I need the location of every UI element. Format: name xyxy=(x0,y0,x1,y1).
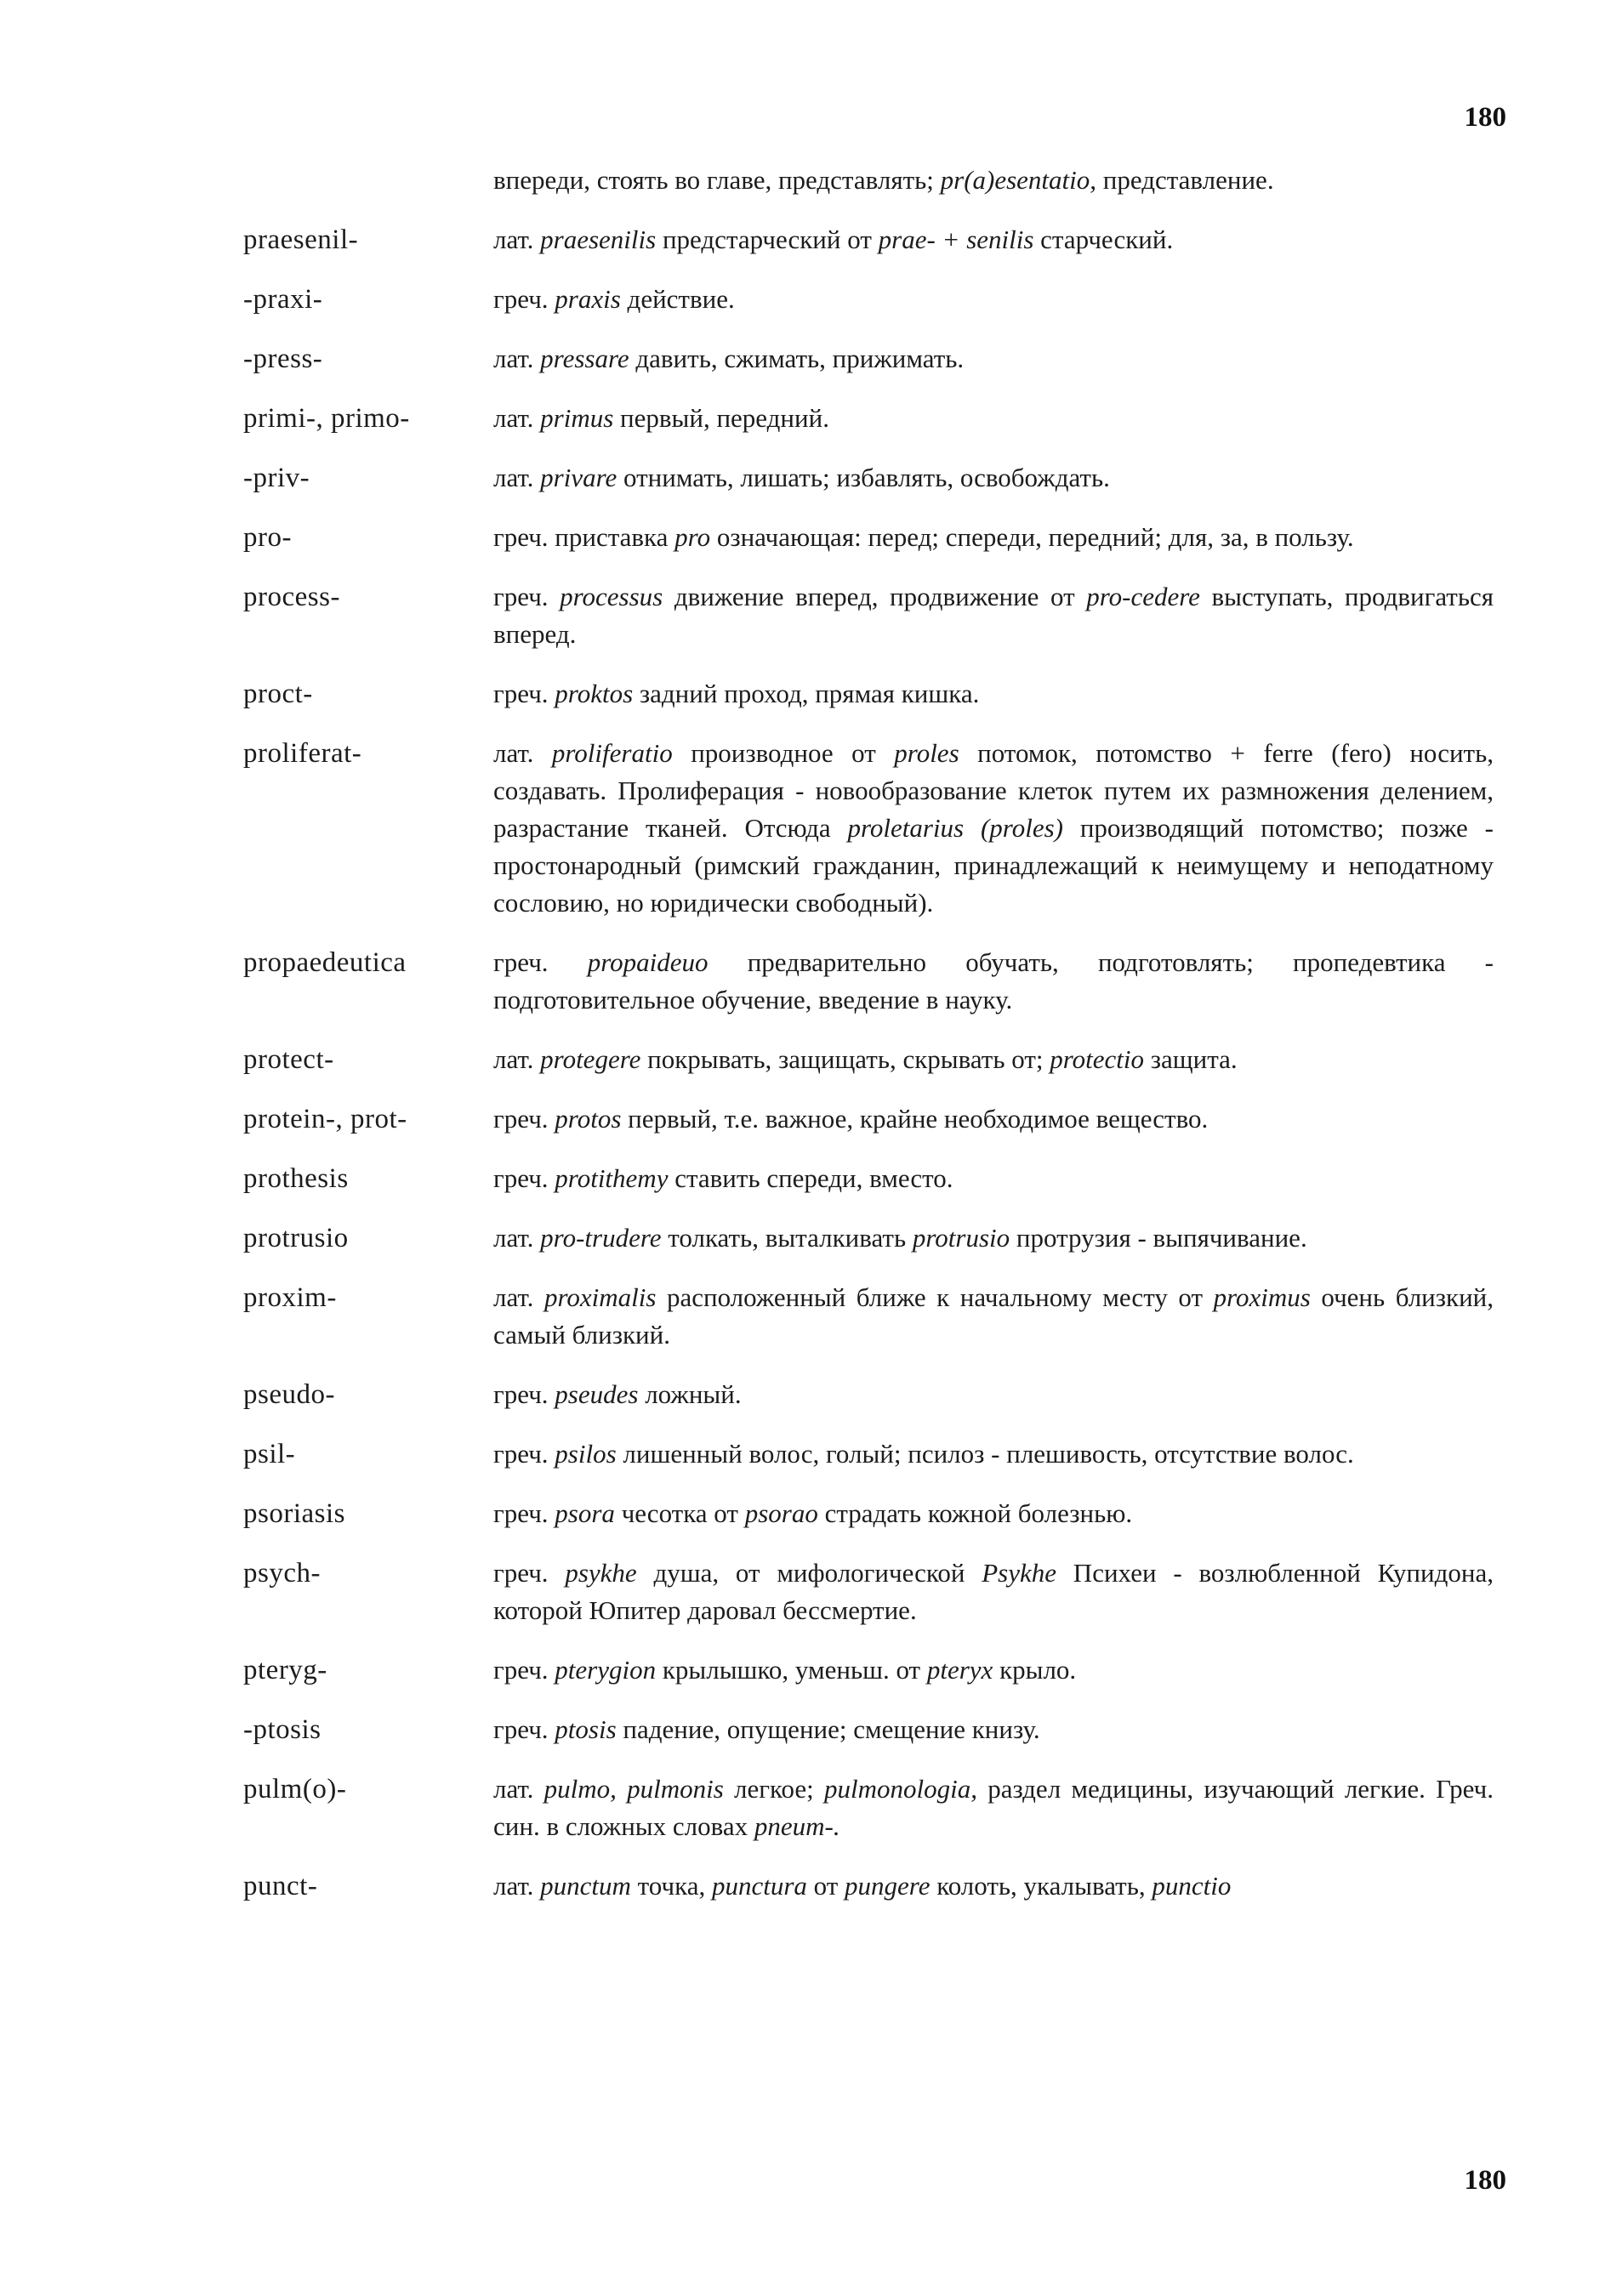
definition-italic-term: pseudes xyxy=(555,1379,639,1409)
definition-italic-term: proliferatio xyxy=(551,738,673,768)
entry-term: proliferat- xyxy=(243,738,362,769)
dictionary-entry xyxy=(243,1651,1494,1689)
definition-italic-term: punctum xyxy=(540,1871,631,1901)
definition-text: действие. xyxy=(620,284,735,314)
definition-italic-term: pressare xyxy=(540,344,629,373)
definition-text: греч. xyxy=(493,582,561,611)
entry-term: proct- xyxy=(243,679,313,709)
definition-italic-term: pulmonologia, xyxy=(823,1774,977,1804)
definition-text: покрывать, защищать, скрывать от; xyxy=(640,1044,1050,1074)
dictionary-entry xyxy=(243,1160,1494,1197)
definition-text: раздел медицины, изучающий легкие. Греч. син. в сложных словах xyxy=(493,1774,1494,1841)
definition-text: выступать, продвигаться вперед. xyxy=(493,582,1494,649)
definition-text: колоть, укалывать, xyxy=(930,1871,1152,1901)
definition-text: задний проход, прямая кишка. xyxy=(633,679,980,708)
definition-italic-term: pro-trudere xyxy=(540,1223,662,1253)
dictionary-entry xyxy=(243,1100,1494,1138)
definition-text: лат. xyxy=(493,1044,541,1074)
definition-text: впереди, стоять во главе, представлять; xyxy=(493,165,941,195)
entry-term: protect- xyxy=(243,1044,334,1075)
dictionary-entry xyxy=(243,944,1494,1019)
entry-term: primi-, primo- xyxy=(243,403,410,434)
entry-term: pro- xyxy=(243,522,292,553)
definition-text: расположенный ближе к начальному месту от xyxy=(656,1282,1214,1312)
definition-text: протрузия - выпячивание. xyxy=(1010,1223,1307,1253)
definition-text: греч. xyxy=(493,284,555,314)
dictionary-entry xyxy=(243,1711,1494,1748)
entry-definition xyxy=(493,1651,1494,1689)
definition-text: от xyxy=(806,1871,845,1901)
definition-text: греч. xyxy=(493,947,588,977)
dictionary-entry xyxy=(243,1770,1494,1845)
dictionary-entry xyxy=(243,1554,1494,1629)
definition-text: защита. xyxy=(1144,1044,1238,1074)
definition-text: чесотка от xyxy=(614,1498,745,1528)
definition-italic-term: privare xyxy=(540,463,617,492)
entry-term: punct- xyxy=(243,1871,318,1901)
definition-italic-term: proximus xyxy=(1213,1282,1311,1312)
definition-text: лат. xyxy=(493,224,541,254)
definition-text: греч. xyxy=(493,1379,555,1409)
page-number-top: 180 xyxy=(1464,102,1506,133)
definition-italic-term: pneum-. xyxy=(754,1811,840,1841)
definition-text: движение вперед, продвижение от xyxy=(663,582,1087,611)
dictionary-entries xyxy=(243,162,1494,1927)
dictionary-entry xyxy=(243,459,1494,497)
definition-text: крылышко, уменьш. от xyxy=(656,1655,927,1685)
definition-text: душа, от мифологической xyxy=(636,1558,982,1588)
definition-text: предварительно обучать, подготовлять; пропедевтика - подготовительное обучение, введение в науку. xyxy=(493,947,1494,1014)
definition-text: греч. приставка xyxy=(493,522,675,552)
definition-text: страдать кожной болезнью. xyxy=(817,1498,1133,1528)
definition-italic-term: pulmo, pulmonis xyxy=(544,1774,724,1804)
definition-text: первый, передний. xyxy=(613,403,829,433)
entry-definition xyxy=(493,1160,1494,1197)
definition-italic-term: pterygion xyxy=(555,1655,657,1685)
definition-text: толкать, выталкивать xyxy=(661,1223,913,1253)
entry-term: protrusio xyxy=(243,1223,349,1253)
definition-text: греч. xyxy=(493,1498,555,1528)
entry-definition xyxy=(493,1867,1494,1905)
dictionary-entry xyxy=(243,400,1494,437)
dictionary-entry xyxy=(243,1435,1494,1473)
definition-text: лат. xyxy=(493,738,552,768)
definition-italic-term: pungere xyxy=(845,1871,931,1901)
entry-term: -ptosis xyxy=(243,1714,322,1745)
entry-definition xyxy=(493,1100,1494,1138)
definition-text: лишенный волос, голый; псилоз - плешивость, отсутствие волос. xyxy=(616,1439,1354,1469)
definition-text: греч. xyxy=(493,1104,555,1134)
entry-definition xyxy=(493,735,1494,922)
entry-term: -praxi- xyxy=(243,284,323,315)
definition-italic-term: primus xyxy=(540,403,614,433)
definition-text: отнимать, лишать; избавлять, освобождать. xyxy=(617,463,1110,492)
definition-italic-term: pteryx xyxy=(926,1655,993,1685)
entry-term: pulm(o)- xyxy=(243,1774,347,1804)
entry-definition xyxy=(493,1041,1494,1078)
definition-text: производящий потомство; позже - простонародный (римский гражданин, принадлежащий к неимущему и неподатному сословию, но юридически свободный). xyxy=(493,813,1494,918)
definition-italic-term: psora xyxy=(555,1498,615,1528)
dictionary-entry xyxy=(243,162,1494,199)
definition-italic-term: pro xyxy=(674,522,711,552)
definition-text: предстарческий от xyxy=(656,224,879,254)
definition-text: крыло. xyxy=(993,1655,1077,1685)
definition-text: лат. xyxy=(493,463,541,492)
entry-definition xyxy=(493,162,1494,199)
definition-text: лат. xyxy=(493,1871,541,1901)
definition-italic-term: pro-cedere xyxy=(1086,582,1200,611)
definition-text: потомок, потомство + ferre (fero) носить, создавать. Пролиферация - новообразование клеток путем их размножения делением, разрастание тканей. Отсюда xyxy=(493,738,1494,843)
entry-definition xyxy=(493,340,1494,378)
definition-italic-term: ptosis xyxy=(555,1714,617,1744)
entry-term: prothesis xyxy=(243,1163,349,1194)
definition-italic-term: protectio xyxy=(1050,1044,1145,1074)
entry-definition xyxy=(493,459,1494,497)
entry-term: propaedeutica xyxy=(243,947,407,978)
definition-italic-term: propaideuo xyxy=(587,947,709,977)
entry-definition xyxy=(493,1495,1494,1532)
entry-definition xyxy=(493,519,1494,556)
definition-text: ложный. xyxy=(638,1379,742,1409)
entry-definition xyxy=(493,1770,1494,1845)
definition-text: Психеи - возлюбленной Купидона, которой Юпитер даровал бессмертие. xyxy=(493,1558,1494,1625)
definition-text: легкое; xyxy=(723,1774,824,1804)
definition-italic-term: protrusio xyxy=(912,1223,1010,1253)
dictionary-entry xyxy=(243,1495,1494,1532)
definition-text: точка, xyxy=(630,1871,712,1901)
dictionary-entry xyxy=(243,340,1494,378)
definition-italic-term: psilos xyxy=(555,1439,617,1469)
definition-text: греч. xyxy=(493,1558,566,1588)
definition-text: ставить спереди, вместо. xyxy=(668,1163,953,1193)
dictionary-entry xyxy=(243,1867,1494,1905)
entry-definition xyxy=(493,944,1494,1019)
dictionary-entry xyxy=(243,1279,1494,1354)
definition-text: первый, т.е. важное, крайне необходимое вещество. xyxy=(621,1104,1209,1134)
definition-text: давить, сжимать, прижимать. xyxy=(629,344,965,373)
definition-text: лат. xyxy=(493,403,541,433)
dictionary-entry xyxy=(243,1041,1494,1078)
definition-italic-term: praxis xyxy=(555,284,621,314)
entry-term: pseudo- xyxy=(243,1379,335,1410)
entry-term: process- xyxy=(243,582,340,612)
entry-term: psil- xyxy=(243,1439,296,1469)
definition-italic-term: punctio xyxy=(1152,1871,1232,1901)
definition-text: очень близкий, самый близкий. xyxy=(493,1282,1494,1350)
entry-term: pteryg- xyxy=(243,1655,327,1685)
dictionary-entry xyxy=(243,675,1494,713)
entry-term: -priv- xyxy=(243,463,310,493)
entry-definition xyxy=(493,578,1494,653)
entry-definition xyxy=(493,400,1494,437)
definition-italic-term: proletarius (proles) xyxy=(847,813,1063,843)
definition-italic-term: processus xyxy=(560,582,663,611)
dictionary-entry xyxy=(243,221,1494,259)
definition-text: производное от xyxy=(672,738,895,768)
definition-text: лат. xyxy=(493,1282,544,1312)
definition-italic-term: proximalis xyxy=(544,1282,657,1312)
definition-italic-term: protos xyxy=(555,1104,622,1134)
definition-italic-term: proktos xyxy=(555,679,634,708)
definition-text: старческий. xyxy=(1033,224,1174,254)
definition-italic-term: pr(a)esentatio, xyxy=(940,165,1097,195)
entry-definition xyxy=(493,675,1494,713)
definition-italic-term: protegere xyxy=(540,1044,641,1074)
entry-definition xyxy=(493,1219,1494,1257)
dictionary-entry xyxy=(243,578,1494,653)
definition-text: представление. xyxy=(1096,165,1274,195)
definition-italic-term: Psykhe xyxy=(982,1558,1057,1588)
entry-term: praesenil- xyxy=(243,224,359,255)
entry-definition xyxy=(493,281,1494,318)
entry-definition xyxy=(493,1279,1494,1354)
definition-italic-term: psorao xyxy=(744,1498,818,1528)
dictionary-entry xyxy=(243,281,1494,318)
dictionary-entry xyxy=(243,1376,1494,1413)
dictionary-entry xyxy=(243,735,1494,922)
entry-definition xyxy=(493,221,1494,259)
definition-text: лат. xyxy=(493,1774,544,1804)
definition-text: греч. xyxy=(493,1655,555,1685)
entry-definition xyxy=(493,1554,1494,1629)
entry-definition xyxy=(493,1435,1494,1473)
definition-text: греч. xyxy=(493,1439,555,1469)
definition-italic-term: protithemy xyxy=(555,1163,669,1193)
entry-definition xyxy=(493,1376,1494,1413)
page-number-bottom: 180 xyxy=(1464,2165,1506,2196)
definition-text: греч. xyxy=(493,1163,555,1193)
dictionary-entry xyxy=(243,519,1494,556)
entry-term: protein-, prot- xyxy=(243,1104,407,1134)
entry-term: psoriasis xyxy=(243,1498,345,1529)
dictionary-entry xyxy=(243,1219,1494,1257)
definition-italic-term: praesenilis xyxy=(540,224,657,254)
definition-italic-term: proles xyxy=(894,738,959,768)
entry-term: psych- xyxy=(243,1558,321,1588)
entry-term: proxim- xyxy=(243,1282,337,1313)
definition-text: падение, опущение; смещение книзу. xyxy=(616,1714,1040,1744)
definition-italic-term: psykhe xyxy=(565,1558,637,1588)
definition-text: означающая: перед; спереди, передний; для, за, в пользу. xyxy=(710,522,1354,552)
entry-definition xyxy=(493,1711,1494,1748)
definition-text: греч. xyxy=(493,679,555,708)
definition-text: лат. xyxy=(493,1223,541,1253)
entry-term: -press- xyxy=(243,344,323,374)
definition-text: лат. xyxy=(493,344,541,373)
definition-italic-term: punctura xyxy=(711,1871,807,1901)
definition-italic-term: prae- + senilis xyxy=(878,224,1034,254)
definition-text: греч. xyxy=(493,1714,555,1744)
